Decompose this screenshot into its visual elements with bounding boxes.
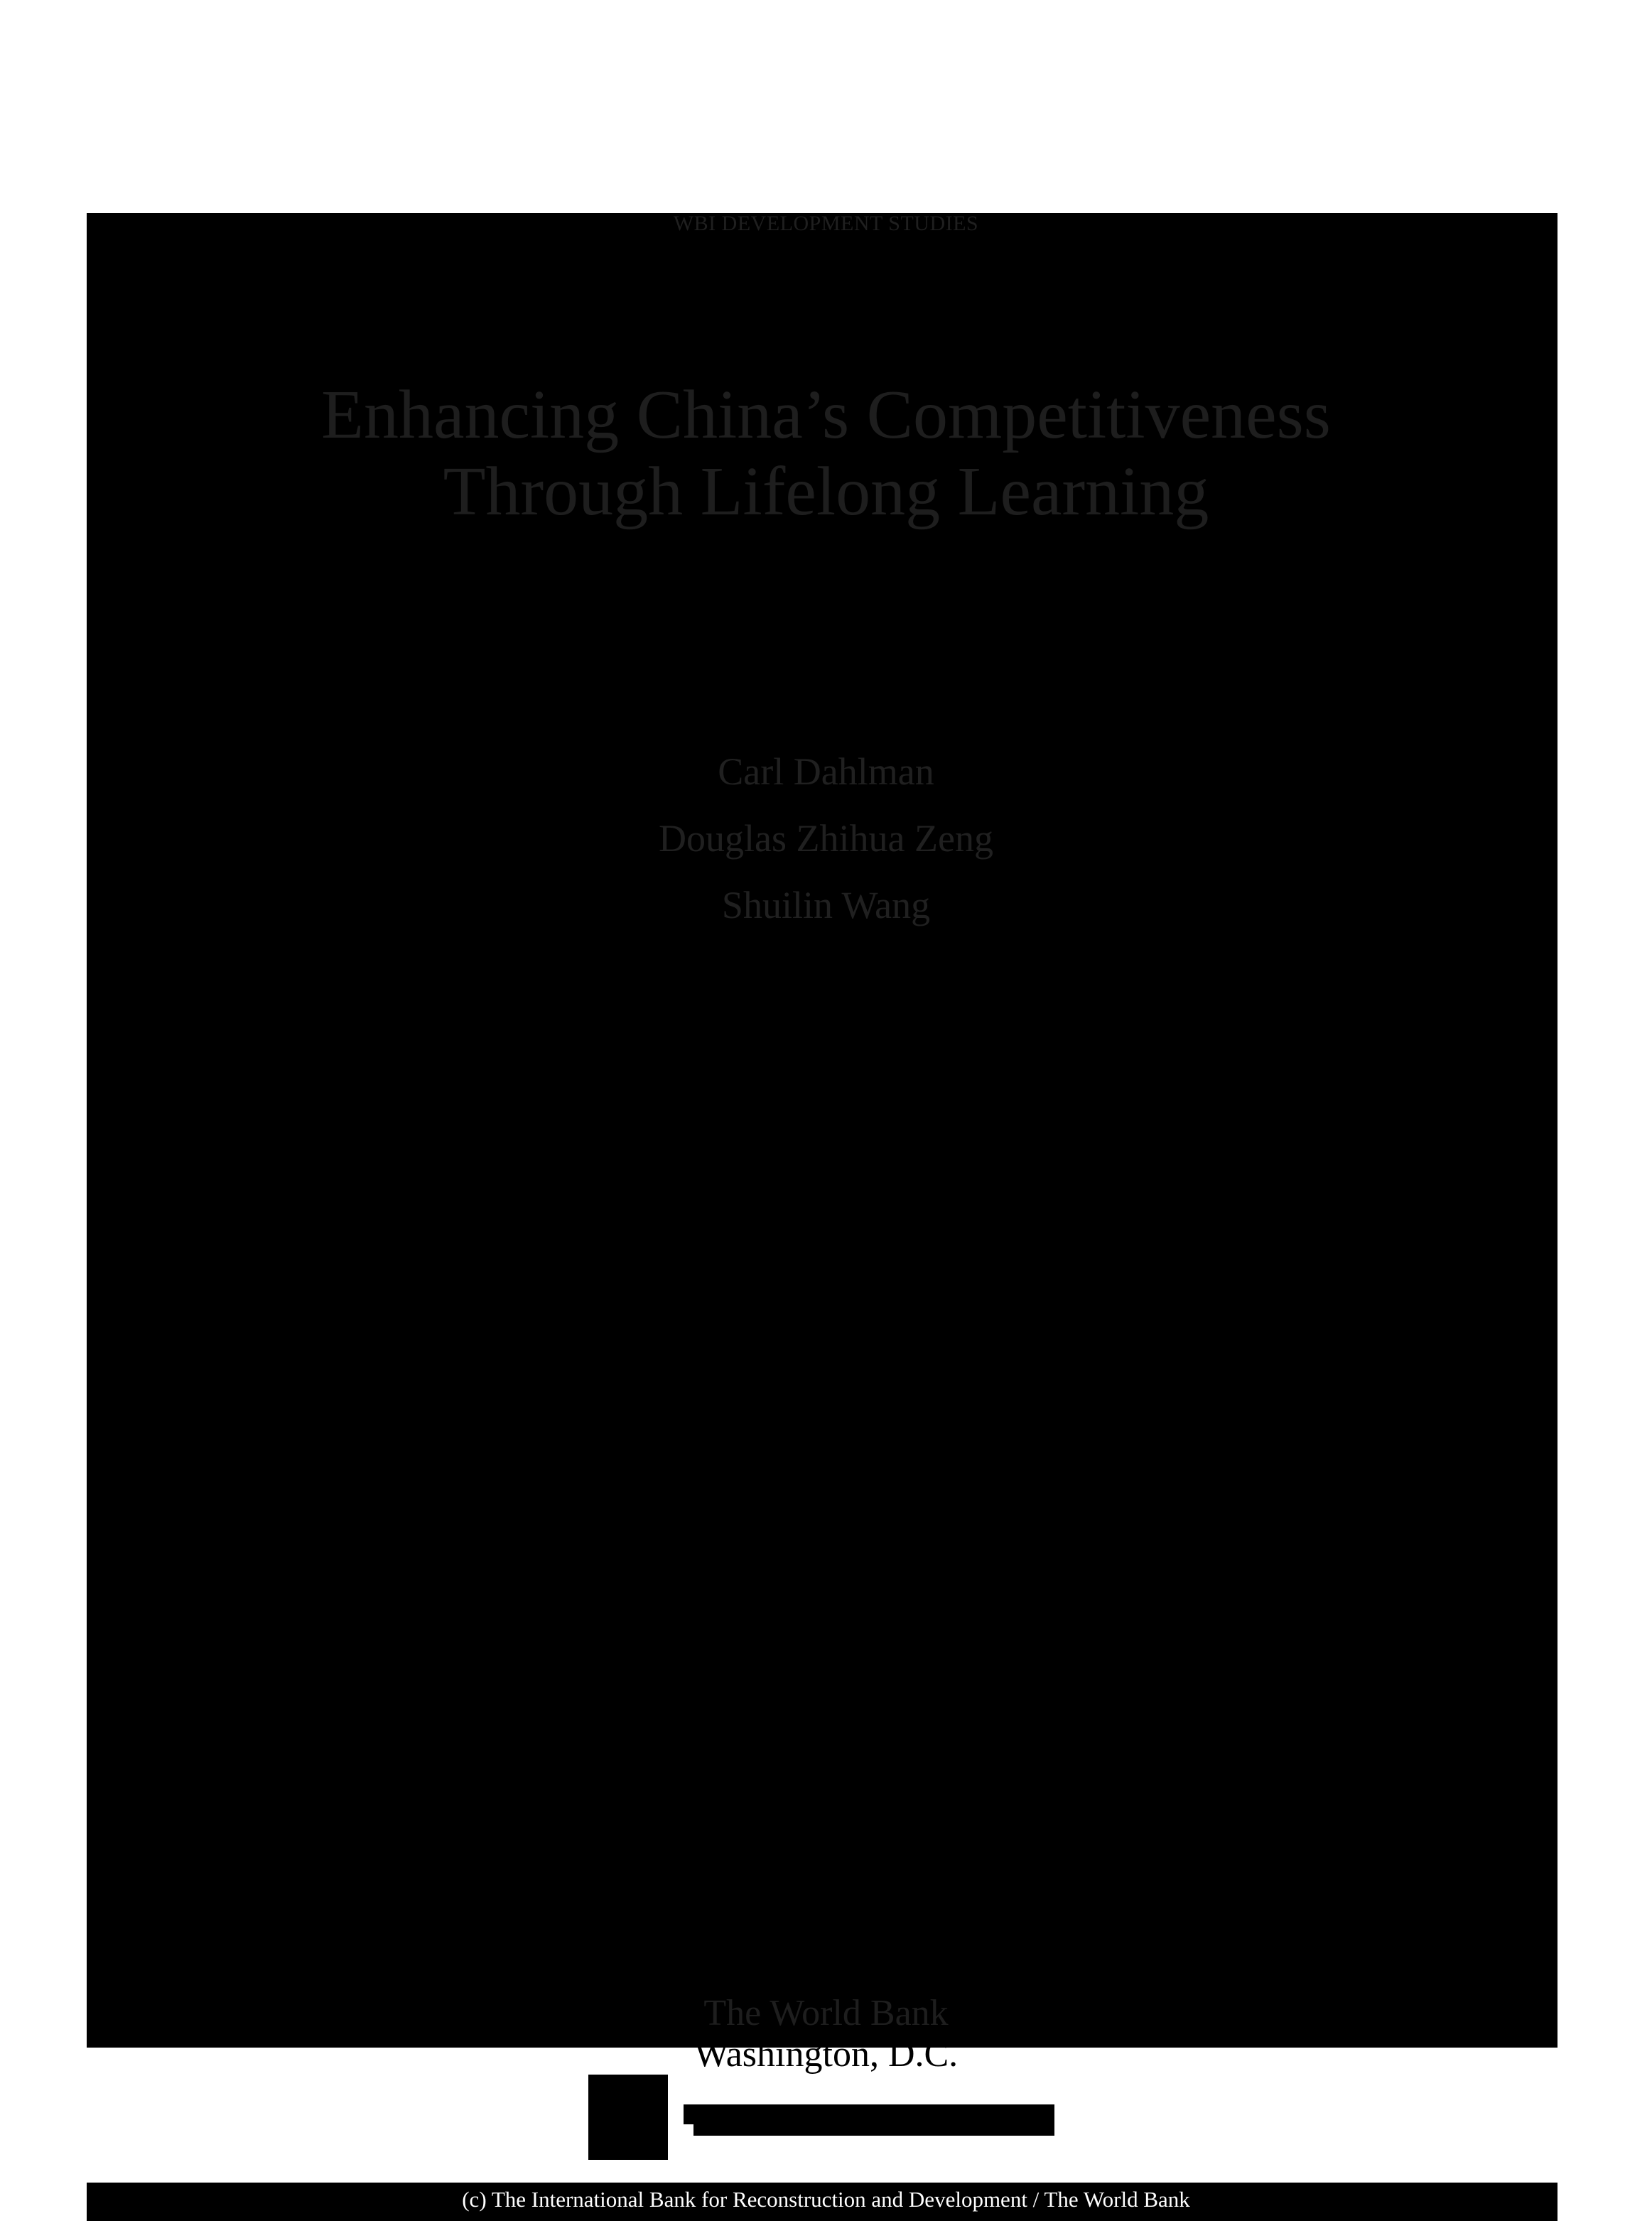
author-name: Douglas Zhihua Zeng — [659, 817, 993, 860]
series-label: WBI DEVELOPMENT STUDIES — [673, 212, 979, 235]
author-name: Carl Dahlman — [718, 750, 934, 793]
publisher-logo-icon — [588, 2075, 668, 2160]
book-title-line-2: Through Lifelong Learning — [443, 453, 1209, 530]
publisher-logo-bar — [684, 2104, 1054, 2136]
book-title-line-1: Enhancing China’s Competitiveness — [321, 377, 1331, 453]
publisher-city: Washington, D.C. — [693, 2034, 959, 2075]
author-name: Shuilin Wang — [721, 884, 931, 926]
publisher-name: The World Bank — [703, 1993, 949, 2033]
author-list — [0, 746, 1652, 946]
book-title — [0, 377, 1652, 530]
publisher-logo-notch — [684, 2124, 693, 2136]
copyright-notice: (c) The International Bank for Reconstruction and Development / The World Bank — [462, 2187, 1190, 2212]
